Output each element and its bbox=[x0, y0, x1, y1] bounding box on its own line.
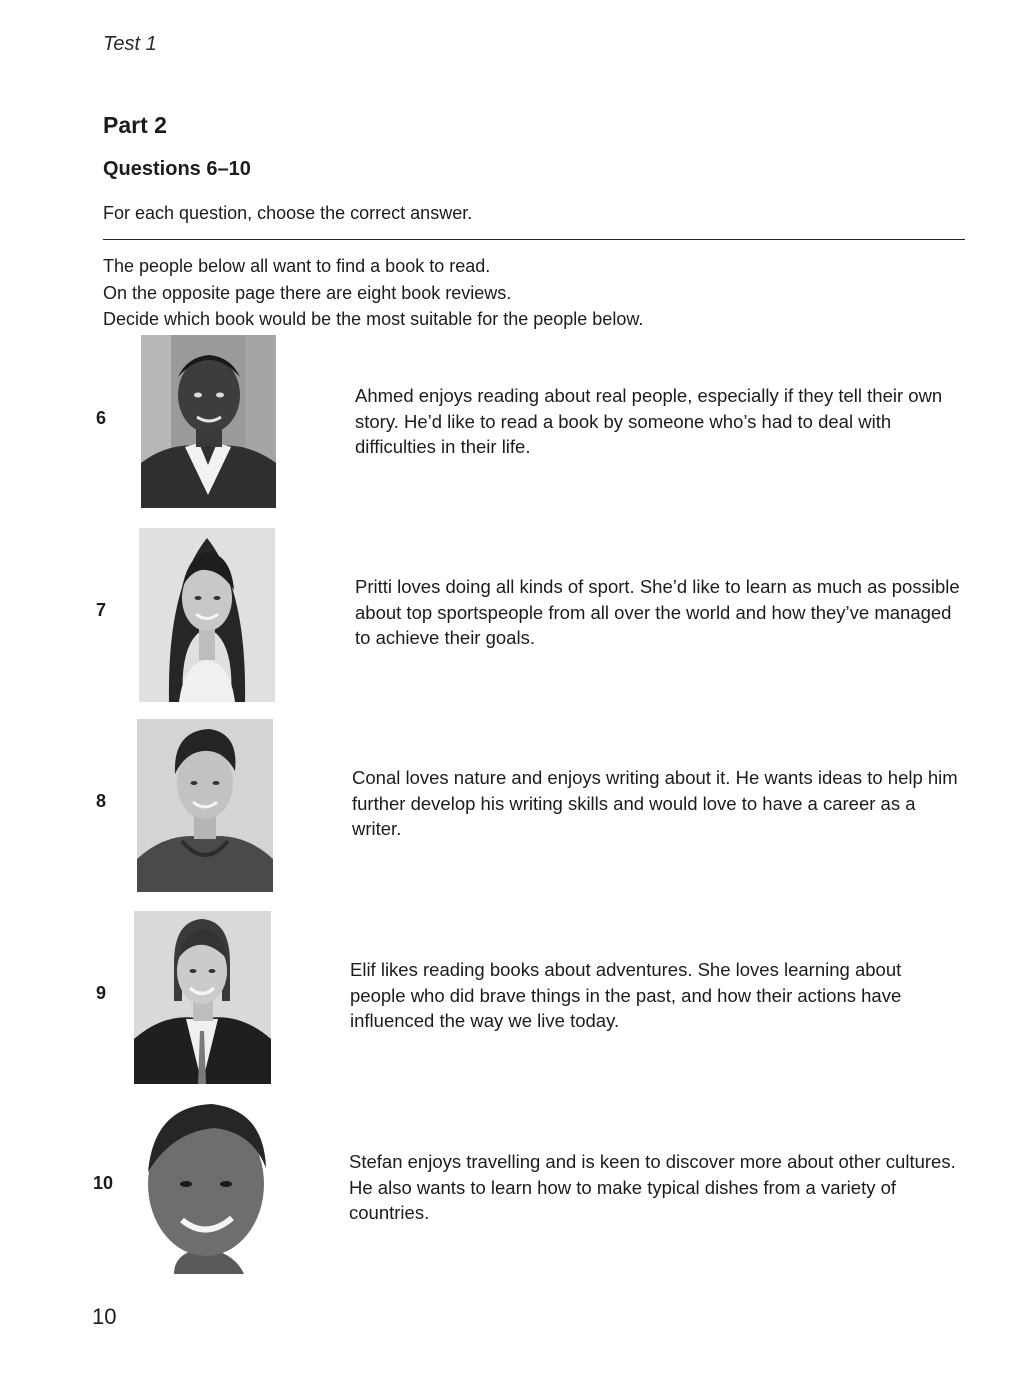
person-description: Elif likes reading books about adventures. She loves learning about people who did brave things in the past, and how their actions have influenced the way we live today. bbox=[350, 959, 902, 1031]
questions-title: Questions 6–10 bbox=[103, 158, 251, 180]
question-number: 10 bbox=[93, 1173, 114, 1193]
person-description: Stefan enjoys travelling and is keen to discover more about other cultures. He also wants to learn how to make typical dishes from a variety of countries. bbox=[349, 1151, 956, 1223]
running-header: Test 1 bbox=[103, 33, 157, 55]
question-number: 6 bbox=[96, 408, 107, 428]
stefan-photo bbox=[134, 1102, 270, 1274]
person-description: Ahmed enjoys reading about real people, especially if they tell their own story. He’d like to read a book by someone who’s had to deal with difficulties in their life. bbox=[355, 385, 943, 457]
question-number: 9 bbox=[96, 983, 107, 1003]
person-description: Pritti loves doing all kinds of sport. She’d like to learn as much as possible about top sportspeople from all over the world and how they’ve managed to achieve their goals. bbox=[355, 576, 960, 648]
intro-line: Decide which book would be the most suitable for the people below. bbox=[103, 309, 644, 329]
question-number: 7 bbox=[96, 600, 107, 620]
divider-rule bbox=[103, 239, 965, 240]
question-number: 8 bbox=[96, 791, 107, 811]
conal-photo bbox=[137, 719, 273, 892]
ahmed-photo bbox=[141, 335, 276, 508]
pritti-photo bbox=[139, 528, 275, 702]
intro-block bbox=[103, 253, 643, 333]
person-description: Conal loves nature and enjoys writing about it. He wants ideas to help him further develop his writing skills and would love to have a career as a writer. bbox=[352, 767, 958, 839]
part-title: Part 2 bbox=[103, 112, 167, 138]
intro-line: The people below all want to find a book to read. bbox=[103, 256, 491, 276]
elif-photo bbox=[134, 911, 271, 1084]
intro-line: On the opposite page there are eight book reviews. bbox=[103, 282, 512, 303]
page-number: 10 bbox=[92, 1304, 117, 1329]
instruction-text: For each question, choose the correct answer. bbox=[103, 203, 473, 223]
